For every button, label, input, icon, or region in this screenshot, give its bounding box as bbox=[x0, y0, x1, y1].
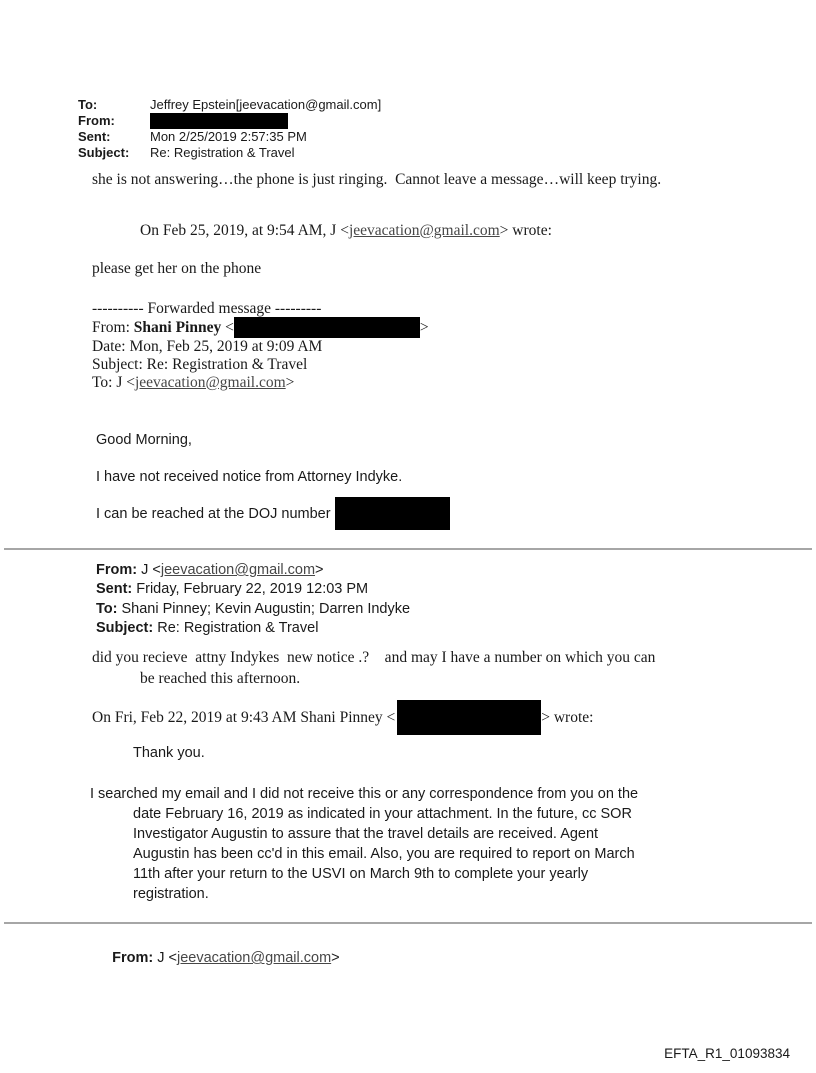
forwarded-date-line: Date: Mon, Feb 25, 2019 at 9:09 AM bbox=[92, 338, 323, 355]
to-label: To: bbox=[78, 97, 98, 112]
message1-reply: please get her on the phone bbox=[92, 260, 262, 277]
reply-from-prefix: J < bbox=[137, 562, 161, 578]
reply-quote-intro bbox=[92, 700, 593, 735]
reply-subject-line bbox=[96, 619, 410, 638]
forwarded-from-prefix: From: bbox=[92, 318, 134, 336]
reply-from-line bbox=[96, 561, 410, 580]
subject-value: Re: Registration & Travel bbox=[150, 145, 295, 160]
redaction-bar-sender bbox=[150, 113, 288, 129]
sent-value: Mon 2/25/2019 2:57:35 PM bbox=[150, 129, 307, 144]
email-link[interactable]: jeevacation@gmail.com bbox=[177, 950, 332, 966]
quote-intro-suffix: > wrote: bbox=[541, 708, 594, 726]
quote-intro-suffix: > wrote: bbox=[499, 222, 552, 239]
sent-label: Sent: bbox=[78, 129, 111, 144]
forwarded-to-prefix: To: J < bbox=[92, 374, 135, 391]
forwarded-from-bracket-close: > bbox=[419, 318, 429, 336]
to-value: Shani Pinney; Kevin Augustin; Darren Indyke bbox=[117, 600, 411, 617]
reply-to-line bbox=[96, 600, 410, 619]
forwarded-separator: ---------- Forwarded message --------- bbox=[92, 300, 322, 317]
reply-header-block bbox=[96, 561, 410, 638]
pinney-doj-line bbox=[96, 497, 450, 530]
reply-body-line1: did you recieve attny Indykes new notice .? and may I have a number on which you can bbox=[92, 649, 656, 666]
header-to-row bbox=[78, 97, 381, 113]
email-link[interactable]: jeevacation@gmail.com bbox=[160, 562, 316, 578]
pinney-reply-paragraph bbox=[0, 784, 816, 904]
from-label: From: bbox=[78, 113, 115, 128]
reply-sent-line bbox=[96, 580, 410, 599]
sent-label: Sent: bbox=[96, 581, 133, 598]
redaction-bar-forwarded-email bbox=[234, 317, 420, 338]
pinney-line1: I have not received notice from Attorney Indyke. bbox=[96, 469, 403, 485]
forwarded-to-suffix: > bbox=[285, 374, 295, 391]
pinney-thanks: Thank you. bbox=[133, 745, 205, 761]
bottom-from-suffix: > bbox=[331, 950, 340, 966]
subject-value: Re: Registration & Travel bbox=[153, 619, 319, 636]
header-sent-row bbox=[78, 129, 381, 145]
forwarded-from-bracket-open: < bbox=[221, 318, 234, 336]
doj-prefix: I can be reached at the DOJ number bbox=[96, 505, 335, 522]
from-label: From: bbox=[96, 562, 138, 578]
redaction-bar-pinney-email bbox=[397, 700, 541, 735]
bottom-from-line bbox=[96, 934, 340, 982]
paragraph-line: 11th after your return to the USVI on March 9th to complete your yearly bbox=[133, 866, 589, 882]
redaction-bar-doj-number bbox=[335, 497, 450, 530]
message1-quote-intro bbox=[140, 222, 552, 240]
email-link[interactable]: jeevacation@gmail.com bbox=[348, 222, 500, 239]
reply-from-suffix: > bbox=[315, 562, 324, 578]
sent-value: Friday, February 22, 2019 12:03 PM bbox=[132, 581, 369, 598]
paragraph-line: Investigator Augustin to assure that the travel details are received. Agent bbox=[133, 826, 599, 842]
header-from-row bbox=[78, 113, 381, 129]
section-divider bbox=[4, 922, 812, 924]
email-header-block bbox=[78, 97, 381, 161]
bates-number: EFTA_R1_01093834 bbox=[664, 1046, 790, 1061]
from-label: From: bbox=[112, 950, 154, 966]
email-link[interactable]: jeevacation@gmail.com bbox=[134, 374, 286, 391]
header-subject-row bbox=[78, 145, 381, 161]
to-value: Jeffrey Epstein[jeevacation@gmail.com] bbox=[150, 97, 382, 112]
to-label: To: bbox=[96, 600, 118, 617]
forwarded-subject-line: Subject: Re: Registration & Travel bbox=[92, 356, 308, 373]
bottom-from-prefix: J < bbox=[153, 950, 177, 966]
reply-body-line2: be reached this afternoon. bbox=[140, 670, 301, 687]
forwarded-to-line bbox=[92, 374, 294, 392]
forwarded-from-line bbox=[92, 316, 429, 339]
pinney-greeting: Good Morning, bbox=[96, 432, 192, 448]
quote-intro-prefix: On Fri, Feb 22, 2019 at 9:43 AM Shani Pinney < bbox=[92, 708, 396, 726]
section-divider bbox=[4, 548, 812, 550]
paragraph-line: registration. bbox=[133, 886, 209, 902]
forwarded-from-name: Shani Pinney bbox=[133, 318, 222, 336]
paragraph-line: Augustin has been cc'd in this email. Also, you are required to report on March bbox=[133, 846, 635, 862]
subject-label: Subject: bbox=[78, 145, 130, 160]
quote-intro-prefix: On Feb 25, 2019, at 9:54 AM, J < bbox=[140, 222, 349, 239]
paragraph-line: date February 16, 2019 as indicated in your attachment. In the future, cc SOR bbox=[133, 806, 632, 822]
message1-body: she is not answering…the phone is just ringing. Cannot leave a message…will keep trying. bbox=[92, 171, 662, 188]
paragraph-line: I searched my email and I did not receive this or any correspondence from you on the bbox=[90, 786, 639, 802]
subject-label: Subject: bbox=[96, 619, 154, 636]
